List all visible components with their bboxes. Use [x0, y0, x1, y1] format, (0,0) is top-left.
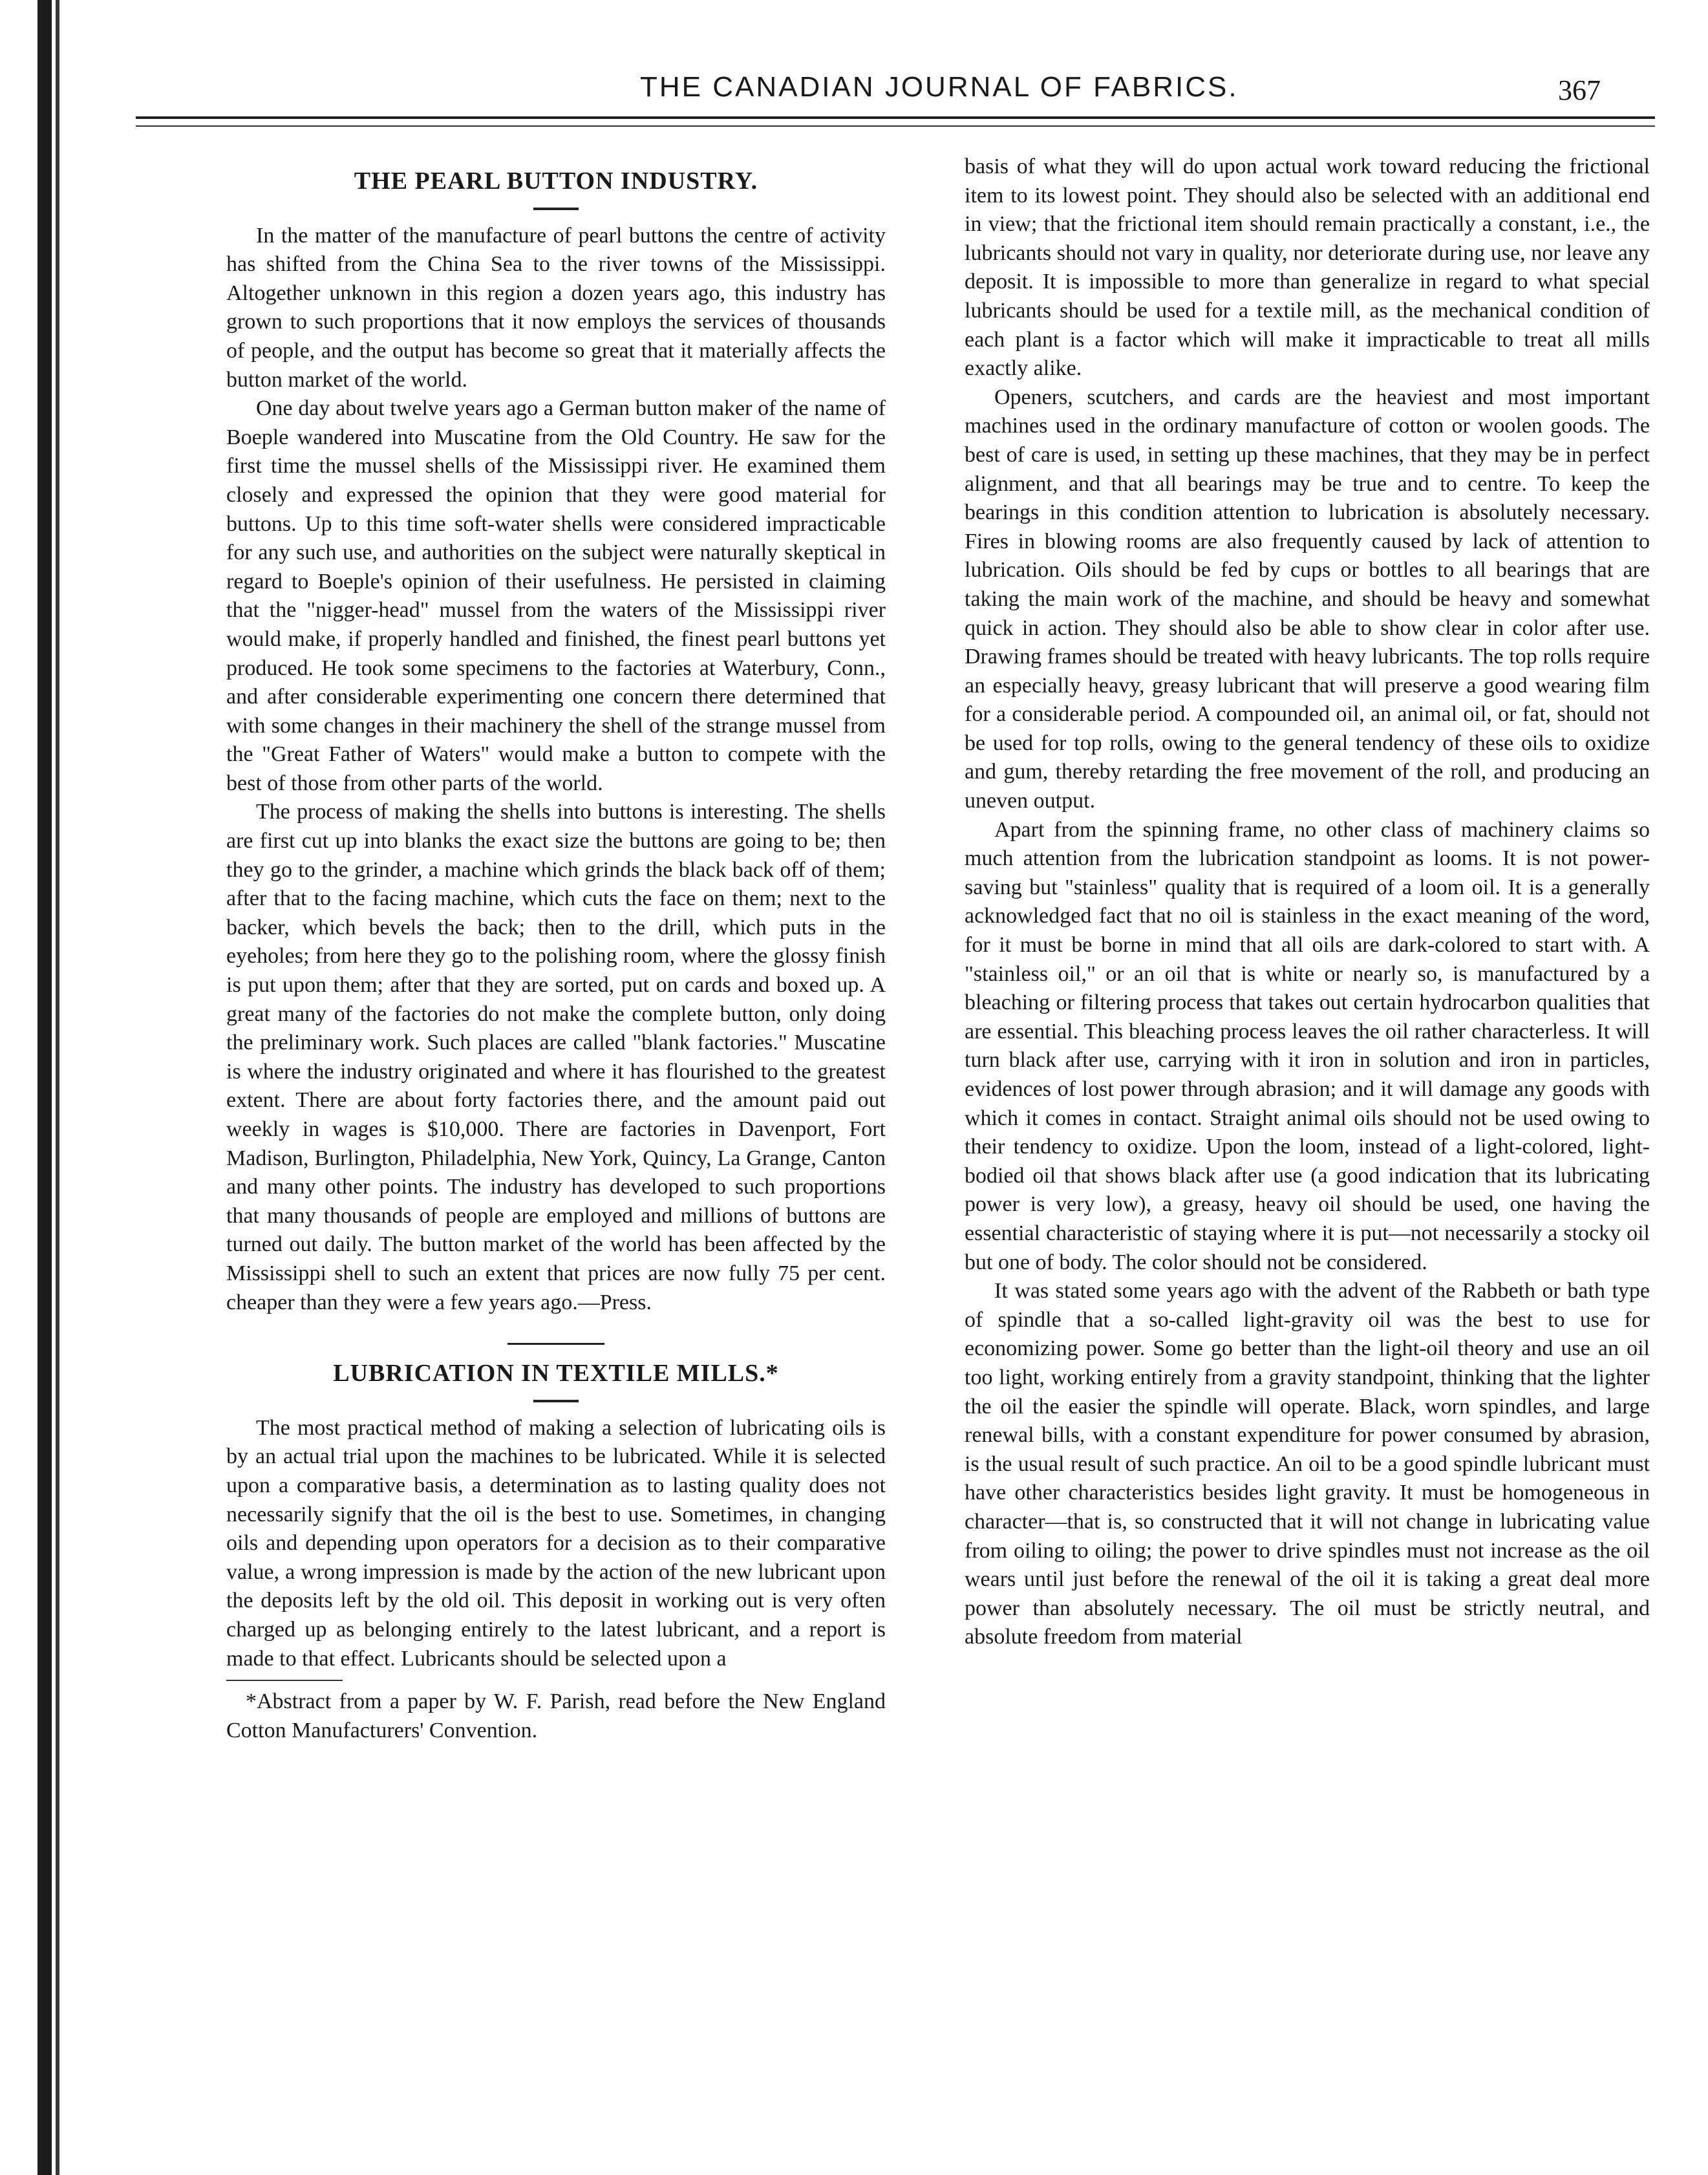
running-head: [0, 71, 1708, 110]
paragraph: Apart from the spinning frame, no other class of machinery claims so much attention from the lubrication standpoint as looms. It is not power-saving but "stainless" quality that is required of a loom oil. It is a generally acknowledged fact that no oil is stainless in the exact meaning of the word, for it must be borne in mind that all oils are dark-colored to start with. A "stainless oil," or an oil that is white or nearly so, is manufactured by a bleaching or filtering process that takes out certain hydrocarbon qualities that are essential. This bleaching process leaves the oil rather characterless. It will turn black after use, carrying with it iron in solution and iron in particles, evidences of lost power through abrasion; and it will damage any goods with which it comes in contact. Straight animal oils should not be used owing to their tendency to oxidize. Upon the loom, instead of a light-colored, light-bodied oil that shows black after use (a good indication that its lubricating power is very low), a greasy, heavy oil should be used, one having the essential characteristic of staying where it is put—not necessarily a stocky oil but one of body. The color should not be considered.: [965, 817, 1650, 1274]
paragraph: In the matter of the manufacture of pearl buttons the centre of activity has shifted from the China Sea to the river towns of the Mississippi. Altogether unknown in this region a dozen years ago, this industry has grown to such proportions that it now employs the services of thousands of people, and the output has become so great that it materially affects the button market of the world.: [226, 223, 886, 392]
paragraph: One day about twelve years ago a German button maker of the name of Boeple wandered into Muscatine from the Old Country. He saw for the first time the mussel shells of the Mississippi river. He examined them closely and expressed the opinion that they were good material for buttons. Up to this time soft-water shells were considered impracticable for any such use, and authorities on the subject were naturally skeptical in regard to Boeple's opinion of their usefulness. He persisted in claiming that the "nigger-head" mussel from the waters of the Mississippi river would make, if properly handled and finished, the finest pearl buttons yet produced. He took some specimens to the factories at Waterbury, Conn., and after considerable experimenting one concern there determined that with some changes in their machinery the shell of the strange mussel from the "Great Father of Waters" would make a button to compete with the best of those from other parts of the world.: [226, 396, 886, 795]
paragraph: It was stated some years ago with the advent of the Rabbeth or bath type of spindle that a so-called light-gravity oil was the best to use for economizing power. Some go better than the light-oil theory and use an oil too light, working entirely from a gravity standpoint, thinking that the lighter the oil the easier the spindle will operate. Black, worn spindles, and large renewal bills, with a constant expenditure for power consumed by abrasion, is the usual result of such practice. An oil to be a good spindle lubricant must have other characteristics besides light gravity. It must be homogeneous in character—that is, so constructed that it will not change in lubricating value from oiling to oiling; the power to drive spindles must not increase as the oil wears until just before the renewal of the oil it is taking a great deal more power than absolutely necessary. The oil must be strictly neutral, and absolute freedom from material: [965, 1279, 1650, 1649]
header-rule-thin: [136, 125, 1655, 127]
footnote-rule: [226, 1680, 343, 1681]
journal-title: THE CANADIAN JOURNAL OF FABRICS.: [640, 71, 1239, 103]
article-separator: [507, 1343, 604, 1345]
header-rule: [136, 116, 1655, 119]
paragraph: The most practical method of making a selection of lubricating oils is by an actual trial upon the machines to be lubricated. While it is selected upon a comparative basis, a determination as to lasting quality does not necessarily signify that the oil is the best to use. Sometimes, in changing oils and depending upon operators for a decision as to their comparative value, a wrong impression is made by the action of the new lubricant upon the deposits left by the old oil. This deposit in working out is very often charged up as belonging entirely to the latest lubricant, and a report is made to that effect. Lubricants should be selected upon a: [226, 1415, 886, 1671]
paragraph: The process of making the shells into buttons is interesting. The shells are first cut up into blanks the exact size the buttons are going to be; then they go to the grinder, a machine which grinds the black back off of them; after that to the facing machine, which cuts the face on them; next to the backer, which bevels the back; then to the drill, which puts in the eyeholes; from here they go to the polishing room, where the glossy finish is put upon them; after that they are sorted, put on cards and boxed up. A great many of the factories do not make the complete button, only doing the preliminary work. Such places are called "blank factories." Muscatine is where the industry originated and where it has flourished to the greatest extent. There are about forty factories there, and the amount paid out weekly in wages is $10,000. There are factories in Davenport, Fort Madison, Burlington, Philadelphia, New York, Quincy, La Grange, Canton and many other points. The industry has developed to such proportions that many thousands of people are employed and millions of buttons are turned out daily. The button market of the world has been affected by the Mississippi shell to such an extent that prices are now fully 75 per cent. cheaper than they were a few years ago.—Press.: [226, 800, 886, 1314]
footnote: *Abstract from a paper by W. F. Parish, read before the New England Cotton Manufacturers' Convention.: [226, 1689, 886, 1742]
title-rule: [533, 1400, 579, 1402]
page-number: 367: [1558, 74, 1601, 106]
right-column: [965, 153, 1650, 1652]
title-rule: [533, 208, 579, 210]
binding-edge-shadow: [56, 0, 59, 2175]
left-column: [226, 153, 886, 1745]
binding-edge: [37, 0, 52, 2175]
paragraph: Openers, scutchers, and cards are the heaviest and most important machines used in the ordinary manufacture of cotton or woolen goods. The best of care is used, in setting up these machines, that they may be in perfect alignment, and that all bearings may be true and to centre. To keep the bearings in this condition attention to lubrication is absolutely necessary. Fires in blowing rooms are also frequently caused by lack of attention to lubrication. Oils should be fed by cups or bottles to all bearings that are taking the main work of the machine, and should be heavy and somewhat quick in action. They should also be able to show clear in color after use. Drawing frames should be treated with heavy lubricants. The top rolls require an especially heavy, greasy lubricant that will preserve a good wearing film for a considerable period. A compounded oil, an animal oil, or fat, should not be used for top rolls, owing to the general tendency of these oils to oxidize and gum, thereby retarding the free movement of the roll, and producing an uneven output.: [965, 385, 1650, 813]
paragraph-continued: basis of what they will do upon actual work toward reducing the frictional item to its lowest point. They should also be selected with an additional end in view; that the frictional item should remain practically a constant, i.e., the lubricants should not vary in quality, nor deteriorate during use, nor leave any deposit. It is impossible to more than generalize in regard to what special lubricants should be used for a textile mill, as the mechanical condition of each plant is a factor which will make it impracticable to treat all mills exactly alike.: [965, 155, 1650, 381]
article-title-pearl-button: THE PEARL BUTTON INDUSTRY.: [354, 167, 758, 195]
article-title-lubrication: LUBRICATION IN TEXTILE MILLS.*: [333, 1360, 779, 1388]
